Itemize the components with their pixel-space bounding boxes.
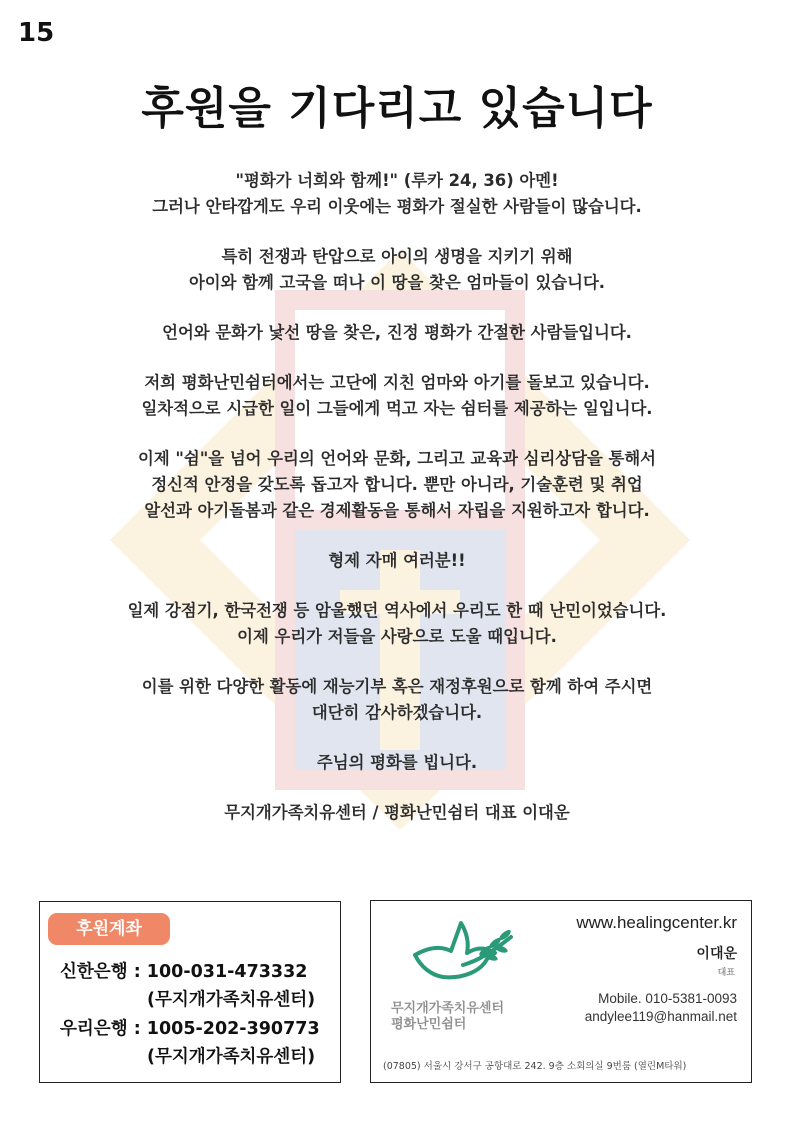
paragraph xyxy=(40,370,754,422)
text-line: 정신적 안정을 갖도록 돕고자 합니다. 뿐만 아니라, 기술훈련 및 취업 xyxy=(151,475,643,494)
org-name-line: 평화난민쉼터 xyxy=(391,1017,467,1032)
account-holder: (무지개가족치유센터) xyxy=(147,1047,316,1067)
donation-account-badge: 후원계좌 xyxy=(48,913,170,945)
paragraph xyxy=(40,446,754,524)
organization-name xyxy=(391,1001,504,1033)
text-line: 알선과 아기돌봄과 같은 경제활동을 통해서 자립을 지원하고자 합니다. xyxy=(144,501,650,520)
text-line: 대단히 감사하겠습니다. xyxy=(311,703,483,722)
text-line: 언어와 문화가 낯선 땅을 찾은, 진정 평화가 간절한 사람들입니다. xyxy=(162,323,632,342)
donation-account-box xyxy=(39,901,341,1083)
paragraph xyxy=(40,244,754,296)
text-line: 아이와 함께 고국을 떠나 이 땅을 찾은 엄마들이 있습니다. xyxy=(188,273,606,292)
representative-role: 대표 xyxy=(717,968,735,978)
signature: 무지개가족치유센터 / 평화난민쉼터 대표 이대운 xyxy=(224,803,570,822)
text-line: 저희 평화난민쉼터에서는 고단에 지친 엄마와 아기를 돌보고 있습니다. xyxy=(144,373,650,392)
mobile-number: Mobile. 010-5381-0093 xyxy=(598,991,737,1006)
text-line: "평화가 너희와 함께!" (루카 24, 36) 아멘! xyxy=(235,171,559,190)
website-url: www.healingcenter.kr xyxy=(576,913,737,932)
text-line: 일제 강점기, 한국전쟁 등 암울했던 역사에서 우리도 한 때 난민이었습니다. xyxy=(127,601,667,620)
paragraph xyxy=(40,320,754,346)
paragraph xyxy=(40,548,754,574)
paragraph xyxy=(40,674,754,726)
text-line: 이제 "쉼"을 넘어 우리의 언어와 문화, 그리고 교육과 심리상담을 통해서 xyxy=(138,449,656,468)
paragraph xyxy=(40,750,754,776)
text-line: 그러나 안타깝게도 우리 이웃에는 평화가 절실한 사람들이 많습니다. xyxy=(152,197,642,216)
text-line: 주님의 평화를 빕니다. xyxy=(316,753,478,772)
text-line: 특히 전쟁과 탄압으로 아이의 생명을 지키기 위해 xyxy=(221,247,573,266)
paragraph xyxy=(40,168,754,220)
page-title: 후원을 기다리고 있습니다 xyxy=(141,83,653,134)
email-address: andylee119@hanmail.net xyxy=(584,1009,737,1024)
business-card xyxy=(370,900,752,1083)
text-line: 이를 위한 다양한 활동에 재능기부 혹은 재정후원으로 함께 하여 주시면 xyxy=(141,677,653,696)
org-name-line: 무지개가족치유센터 xyxy=(391,1001,505,1016)
bank-account-shinhan: 신한은행 : 100-031-473332 xyxy=(60,962,308,982)
donation-appeal-letter xyxy=(40,168,754,826)
text-line: 이제 우리가 저들을 사랑으로 도울 때입니다. xyxy=(237,627,557,646)
paragraph xyxy=(40,598,754,650)
postal-address: (07805) 서울시 강서구 공항대로 242. 9층 소회의실 9번룸 (열린M타워) xyxy=(383,1061,687,1072)
account-holder: (무지개가족치유센터) xyxy=(147,990,316,1010)
text-line: 일차적으로 시급한 일이 그들에게 먹고 자는 쉼터를 제공하는 일입니다. xyxy=(141,399,653,418)
page-number: 15 xyxy=(18,18,55,48)
bank-account-woori: 우리은행 : 1005-202-390773 xyxy=(60,1019,320,1039)
representative-name: 이대운 xyxy=(696,946,737,962)
text-line: 형제 자매 여러분!! xyxy=(328,551,466,570)
peace-dove-icon xyxy=(411,913,521,985)
